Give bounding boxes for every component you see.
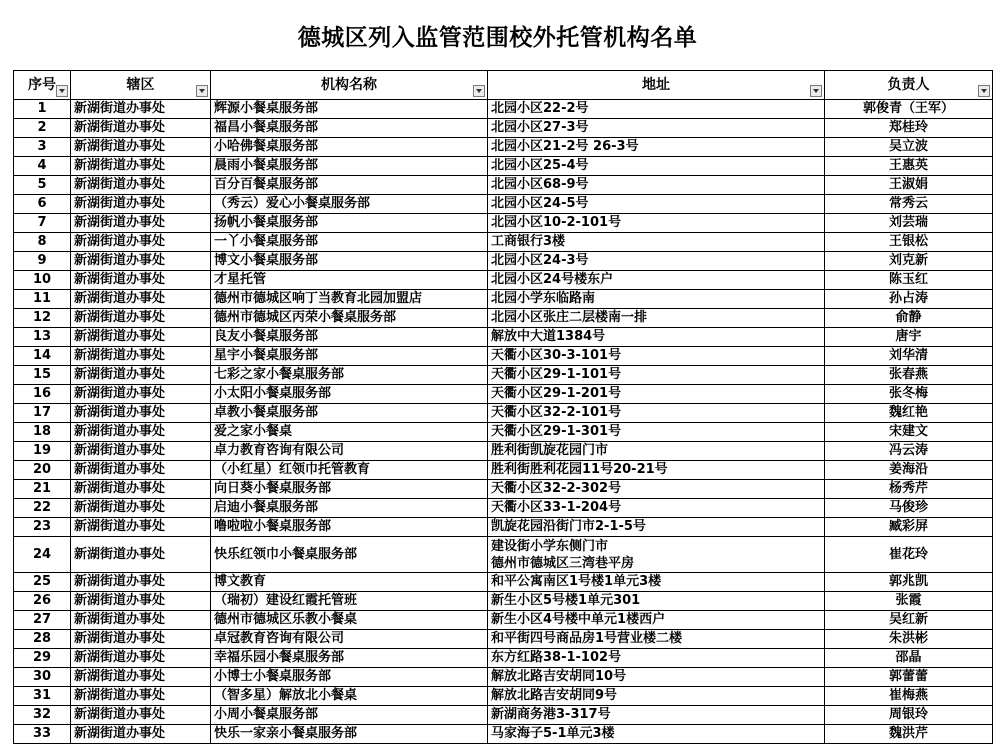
- cell-district[interactable]: 新湖街道办事处: [71, 100, 211, 119]
- cell-name[interactable]: 卓教小餐桌服务部: [211, 404, 488, 423]
- address-line: 北园小区21-2号 26-3号: [491, 139, 639, 154]
- address-line: 北园小区25-4号: [491, 158, 589, 173]
- cell-address[interactable]: [488, 195, 825, 214]
- cell-address[interactable]: [488, 404, 825, 423]
- address-line: 天衢小区29-1-201号: [491, 386, 622, 401]
- cell-no[interactable]: 25: [14, 573, 71, 592]
- cell-no[interactable]: 22: [14, 499, 71, 518]
- table-row: [14, 271, 993, 290]
- cell-name[interactable]: 幸福乐园小餐桌服务部: [211, 649, 488, 668]
- cell-no[interactable]: 5: [14, 176, 71, 195]
- cell-person[interactable]: 王惠英: [825, 157, 993, 176]
- cell-name[interactable]: 七彩之家小餐桌服务部: [211, 366, 488, 385]
- cell-no[interactable]: 23: [14, 518, 71, 537]
- cell-district[interactable]: 新湖街道办事处: [71, 157, 211, 176]
- address-line: 德州市德城区三湾巷平房: [491, 555, 635, 571]
- cell-person[interactable]: 臧彩屏: [825, 518, 993, 537]
- cell-district[interactable]: 新湖街道办事处: [71, 480, 211, 499]
- cell-person[interactable]: 王银松: [825, 233, 993, 252]
- cell-name[interactable]: 卓冠教育咨询有限公司: [211, 630, 488, 649]
- cell-district[interactable]: 新湖街道办事处: [71, 518, 211, 537]
- filter-dropdown-icon[interactable]: [473, 85, 485, 97]
- cell-person[interactable]: 朱洪彬: [825, 630, 993, 649]
- table-row: [14, 423, 993, 442]
- cell-person[interactable]: 魏洪芹: [825, 725, 993, 744]
- cell-district[interactable]: 新湖街道办事处: [71, 706, 211, 725]
- address-line: 胜利街胜利花园11号20-21号: [491, 462, 668, 477]
- cell-no[interactable]: 24: [14, 537, 71, 573]
- cell-person[interactable]: 马俊珍: [825, 499, 993, 518]
- cell-no[interactable]: 27: [14, 611, 71, 630]
- table-row: [14, 725, 993, 744]
- table-row: [14, 442, 993, 461]
- cell-address[interactable]: [488, 252, 825, 271]
- cell-name[interactable]: 扬帆小餐桌服务部: [211, 214, 488, 233]
- cell-no[interactable]: 28: [14, 630, 71, 649]
- cell-address[interactable]: [488, 385, 825, 404]
- address-line: 新生小区4号楼中单元1楼西户: [491, 612, 666, 627]
- table-row: [14, 290, 993, 309]
- cell-person[interactable]: 邵晶: [825, 649, 993, 668]
- column-header-label: 负责人: [887, 77, 930, 93]
- cell-address[interactable]: [488, 423, 825, 442]
- cell-person[interactable]: 郭兆凯: [825, 573, 993, 592]
- column-header-label: 序号: [28, 77, 56, 93]
- cell-name[interactable]: 小哈佛餐桌服务部: [211, 138, 488, 157]
- cell-person[interactable]: 崔花玲: [825, 537, 993, 573]
- cell-no[interactable]: 11: [14, 290, 71, 309]
- cell-address[interactable]: [488, 100, 825, 119]
- address-line: 天衢小区29-1-101号: [491, 367, 622, 382]
- address-line: 天衢小区32-2-101号: [491, 405, 622, 420]
- table-row: [14, 668, 993, 687]
- cell-no[interactable]: 18: [14, 423, 71, 442]
- address-line: 建设街小学东侧门市: [491, 538, 609, 554]
- address-line: 胜利街凯旋花园门市: [491, 443, 609, 458]
- cell-address[interactable]: [488, 328, 825, 347]
- cell-person[interactable]: 周银玲: [825, 706, 993, 725]
- cell-address[interactable]: [488, 157, 825, 176]
- title-row: [0, 0, 995, 70]
- table-row: [14, 518, 993, 537]
- cell-address[interactable]: [488, 442, 825, 461]
- address-line: 北园小区22-2号: [491, 101, 589, 116]
- cell-person[interactable]: 冯云涛: [825, 442, 993, 461]
- cell-no[interactable]: 6: [14, 195, 71, 214]
- address-line: 北园小区24号楼东户: [491, 272, 614, 287]
- cell-district[interactable]: 新湖街道办事处: [71, 214, 211, 233]
- cell-person[interactable]: 刘克新: [825, 252, 993, 271]
- cell-person[interactable]: 张冬梅: [825, 385, 993, 404]
- column-header-district: [71, 71, 211, 100]
- cell-district[interactable]: 新湖街道办事处: [71, 537, 211, 573]
- address-line: 新湖商务港3-317号: [491, 707, 611, 722]
- cell-district[interactable]: 新湖街道办事处: [71, 423, 211, 442]
- cell-name[interactable]: （秀云）爱心小餐桌服务部: [211, 195, 488, 214]
- cell-district[interactable]: 新湖街道办事处: [71, 138, 211, 157]
- cell-name[interactable]: 德州市德城区乐教小餐桌: [211, 611, 488, 630]
- address-line: 解放北路吉安胡同9号: [491, 688, 618, 703]
- address-line: 天衢小区30-3-101号: [491, 348, 622, 363]
- address-line: 天衢小区29-1-301号: [491, 424, 622, 439]
- table-row: [14, 537, 993, 573]
- cell-no[interactable]: 13: [14, 328, 71, 347]
- table-row: [14, 611, 993, 630]
- column-header-person: [825, 71, 993, 100]
- cell-no[interactable]: 1: [14, 100, 71, 119]
- cell-person[interactable]: 刘华清: [825, 347, 993, 366]
- cell-address[interactable]: [488, 611, 825, 630]
- cell-district[interactable]: 新湖街道办事处: [71, 404, 211, 423]
- cell-no[interactable]: 4: [14, 157, 71, 176]
- cell-person[interactable]: 张霞: [825, 592, 993, 611]
- cell-person[interactable]: 唐宇: [825, 328, 993, 347]
- filter-dropdown-icon[interactable]: [196, 85, 208, 97]
- cell-district[interactable]: 新湖街道办事处: [71, 668, 211, 687]
- cell-address[interactable]: [488, 649, 825, 668]
- cell-person[interactable]: 张春燕: [825, 366, 993, 385]
- column-header-label: 地址: [642, 77, 670, 93]
- address-line: 北园小区27-3号: [491, 120, 589, 135]
- cell-address[interactable]: [488, 725, 825, 744]
- cell-name[interactable]: 快乐红领巾小餐桌服务部: [211, 537, 488, 573]
- table-row: [14, 404, 993, 423]
- address-line: 解放中大道1384号: [491, 329, 606, 344]
- table-row: [14, 176, 993, 195]
- cell-name[interactable]: 辉源小餐桌服务部: [211, 100, 488, 119]
- table-row: [14, 195, 993, 214]
- cell-district[interactable]: 新湖街道办事处: [71, 252, 211, 271]
- cell-no[interactable]: 16: [14, 385, 71, 404]
- cell-district[interactable]: 新湖街道办事处: [71, 176, 211, 195]
- cell-no[interactable]: 17: [14, 404, 71, 423]
- filter-dropdown-icon[interactable]: [978, 85, 990, 97]
- cell-person[interactable]: 姜海沿: [825, 461, 993, 480]
- table-row: [14, 157, 993, 176]
- cell-address[interactable]: [488, 290, 825, 309]
- cell-name[interactable]: 小太阳小餐桌服务部: [211, 385, 488, 404]
- column-header-no: [14, 71, 71, 100]
- cell-person[interactable]: 郭蕾蕾: [825, 668, 993, 687]
- cell-name[interactable]: 博文小餐桌服务部: [211, 252, 488, 271]
- cell-person[interactable]: 俞静: [825, 309, 993, 328]
- cell-person[interactable]: 刘芸瑞: [825, 214, 993, 233]
- table-row: [14, 499, 993, 518]
- cell-name[interactable]: 德州市德城区响丁当教育北园加盟店: [211, 290, 488, 309]
- cell-no[interactable]: 12: [14, 309, 71, 328]
- cell-address[interactable]: [488, 233, 825, 252]
- cell-no[interactable]: 9: [14, 252, 71, 271]
- cell-address[interactable]: [488, 347, 825, 366]
- table-row: [14, 119, 993, 138]
- cell-no[interactable]: 20: [14, 461, 71, 480]
- table-row: [14, 100, 993, 119]
- address-line: 和平街四号商品房1号营业楼二楼: [491, 631, 683, 646]
- cell-district[interactable]: 新湖街道办事处: [71, 119, 211, 138]
- cell-address[interactable]: [488, 518, 825, 537]
- cell-district[interactable]: 新湖街道办事处: [71, 499, 211, 518]
- address-line: 马家海子5-1单元3楼: [491, 726, 615, 741]
- table-row: [14, 461, 993, 480]
- table-row: [14, 706, 993, 725]
- cell-no[interactable]: 19: [14, 442, 71, 461]
- cell-district[interactable]: 新湖街道办事处: [71, 461, 211, 480]
- cell-address[interactable]: [488, 214, 825, 233]
- cell-person[interactable]: 孙占涛: [825, 290, 993, 309]
- cell-name[interactable]: 晨雨小餐桌服务部: [211, 157, 488, 176]
- cell-address[interactable]: [488, 573, 825, 592]
- cell-name[interactable]: 小博士小餐桌服务部: [211, 668, 488, 687]
- cell-person[interactable]: 郑桂玲: [825, 119, 993, 138]
- cell-district[interactable]: 新湖街道办事处: [71, 385, 211, 404]
- address-line: 解放北路吉安胡同10号: [491, 669, 627, 684]
- header-row: [14, 71, 993, 100]
- cell-address[interactable]: [488, 630, 825, 649]
- cell-no[interactable]: 30: [14, 668, 71, 687]
- address-line: 北园小区68-9号: [491, 177, 589, 192]
- filter-dropdown-icon[interactable]: [810, 85, 822, 97]
- cell-name[interactable]: 爱之家小餐桌: [211, 423, 488, 442]
- cell-address[interactable]: [488, 706, 825, 725]
- cell-no[interactable]: 7: [14, 214, 71, 233]
- cell-district[interactable]: 新湖街道办事处: [71, 366, 211, 385]
- table-row: [14, 573, 993, 592]
- address-line: 北园小区10-2-101号: [491, 215, 622, 230]
- cell-name[interactable]: 福昌小餐桌服务部: [211, 119, 488, 138]
- cell-address[interactable]: [488, 366, 825, 385]
- cell-no[interactable]: 32: [14, 706, 71, 725]
- cell-name[interactable]: 星宇小餐桌服务部: [211, 347, 488, 366]
- table-row: [14, 366, 993, 385]
- cell-name[interactable]: 卓力教育咨询有限公司: [211, 442, 488, 461]
- address-line: 北园小区24-3号: [491, 253, 589, 268]
- cell-person[interactable]: 王淑娟: [825, 176, 993, 195]
- cell-address[interactable]: [488, 499, 825, 518]
- cell-name[interactable]: 一丫小餐桌服务部: [211, 233, 488, 252]
- cell-district[interactable]: 新湖街道办事处: [71, 290, 211, 309]
- column-header-name: [211, 71, 488, 100]
- cell-person[interactable]: 常秀云: [825, 195, 993, 214]
- cell-address[interactable]: [488, 138, 825, 157]
- cell-no[interactable]: 15: [14, 366, 71, 385]
- cell-no[interactable]: 3: [14, 138, 71, 157]
- table-row: [14, 347, 993, 366]
- address-line: 凯旋花园沿街门市2-1-5号: [491, 519, 646, 534]
- sheet-title: 德城区列入监管范围校外托管机构名单: [297, 24, 698, 51]
- cell-name[interactable]: （智多星）解放北小餐桌: [211, 687, 488, 706]
- column-header-address: [488, 71, 825, 100]
- address-line: 天衢小区32-2-302号: [491, 481, 622, 496]
- cell-district[interactable]: 新湖街道办事处: [71, 328, 211, 347]
- filter-dropdown-icon[interactable]: [56, 85, 68, 97]
- cell-name[interactable]: 向日葵小餐桌服务部: [211, 480, 488, 499]
- cell-address[interactable]: [488, 176, 825, 195]
- table-row: [14, 252, 993, 271]
- cell-name[interactable]: 噜啦啦小餐桌服务部: [211, 518, 488, 537]
- cell-address[interactable]: [488, 271, 825, 290]
- cell-name[interactable]: 启迪小餐桌服务部: [211, 499, 488, 518]
- cell-district[interactable]: 新湖街道办事处: [71, 347, 211, 366]
- cell-no[interactable]: 21: [14, 480, 71, 499]
- cell-district[interactable]: 新湖街道办事处: [71, 573, 211, 592]
- cell-no[interactable]: 29: [14, 649, 71, 668]
- cell-name[interactable]: 博文教育: [211, 573, 488, 592]
- cell-district[interactable]: 新湖街道办事处: [71, 233, 211, 252]
- address-line: 工商银行3楼: [491, 234, 566, 249]
- cell-no[interactable]: 31: [14, 687, 71, 706]
- cell-no[interactable]: 33: [14, 725, 71, 744]
- cell-person[interactable]: 陈玉红: [825, 271, 993, 290]
- address-line: 新生小区5号楼1单元301: [491, 593, 641, 608]
- table-row: [14, 233, 993, 252]
- table-row: [14, 592, 993, 611]
- cell-district[interactable]: 新湖街道办事处: [71, 687, 211, 706]
- cell-district[interactable]: 新湖街道办事处: [71, 649, 211, 668]
- cell-person[interactable]: 吴红新: [825, 611, 993, 630]
- cell-district[interactable]: 新湖街道办事处: [71, 725, 211, 744]
- address-line: 和平公寓南区1号楼1单元3楼: [491, 574, 662, 589]
- address-line: 北园小区张庄二层楼南一排: [491, 310, 648, 325]
- table-row: [14, 385, 993, 404]
- cell-person[interactable]: 宋建文: [825, 423, 993, 442]
- address-line: 北园小学东临路南: [491, 291, 596, 306]
- table-row: [14, 480, 993, 499]
- cell-no[interactable]: 10: [14, 271, 71, 290]
- address-line: 天衢小区33-1-204号: [491, 500, 622, 515]
- table-row: [14, 630, 993, 649]
- table-body: [14, 100, 993, 744]
- cell-no[interactable]: 26: [14, 592, 71, 611]
- cell-person[interactable]: 吴立波: [825, 138, 993, 157]
- cell-district[interactable]: 新湖街道办事处: [71, 195, 211, 214]
- cell-address[interactable]: [488, 687, 825, 706]
- cell-name[interactable]: 快乐一家亲小餐桌服务部: [211, 725, 488, 744]
- cell-person[interactable]: 崔梅燕: [825, 687, 993, 706]
- cell-person[interactable]: 杨秀芹: [825, 480, 993, 499]
- cell-name[interactable]: 才星托管: [211, 271, 488, 290]
- cell-address[interactable]: [488, 309, 825, 328]
- address-line: 东方红路38-1-102号: [491, 650, 622, 665]
- cell-district[interactable]: 新湖街道办事处: [71, 611, 211, 630]
- cell-address[interactable]: [488, 461, 825, 480]
- cell-no[interactable]: 2: [14, 119, 71, 138]
- column-header-label: 辖区: [126, 77, 155, 93]
- cell-district[interactable]: 新湖街道办事处: [71, 630, 211, 649]
- cell-no[interactable]: 14: [14, 347, 71, 366]
- institution-table: [13, 70, 993, 744]
- cell-address[interactable]: [488, 668, 825, 687]
- table-row: [14, 328, 993, 347]
- cell-name[interactable]: （小红星）红领巾托管教育: [211, 461, 488, 480]
- cell-name[interactable]: （瑞初）建设红霞托管班: [211, 592, 488, 611]
- cell-district[interactable]: 新湖街道办事处: [71, 442, 211, 461]
- cell-person[interactable]: 郭俊青（王军）: [825, 100, 993, 119]
- cell-name[interactable]: 小周小餐桌服务部: [211, 706, 488, 725]
- cell-address[interactable]: [488, 592, 825, 611]
- column-header-label: 机构名称: [321, 77, 377, 93]
- cell-district[interactable]: 新湖街道办事处: [71, 309, 211, 328]
- cell-person[interactable]: 魏红艳: [825, 404, 993, 423]
- cell-no[interactable]: 8: [14, 233, 71, 252]
- table-row: [14, 214, 993, 233]
- cell-address[interactable]: [488, 537, 825, 573]
- cell-address[interactable]: [488, 119, 825, 138]
- table-row: [14, 687, 993, 706]
- cell-district[interactable]: 新湖街道办事处: [71, 592, 211, 611]
- cell-name[interactable]: 德州市德城区丙荣小餐桌服务部: [211, 309, 488, 328]
- cell-address[interactable]: [488, 480, 825, 499]
- cell-name[interactable]: 百分百餐桌服务部: [211, 176, 488, 195]
- table-row: [14, 138, 993, 157]
- cell-district[interactable]: 新湖街道办事处: [71, 271, 211, 290]
- table-row: [14, 649, 993, 668]
- address-line: 北园小区24-5号: [491, 196, 589, 211]
- table-row: [14, 309, 993, 328]
- cell-name[interactable]: 良友小餐桌服务部: [211, 328, 488, 347]
